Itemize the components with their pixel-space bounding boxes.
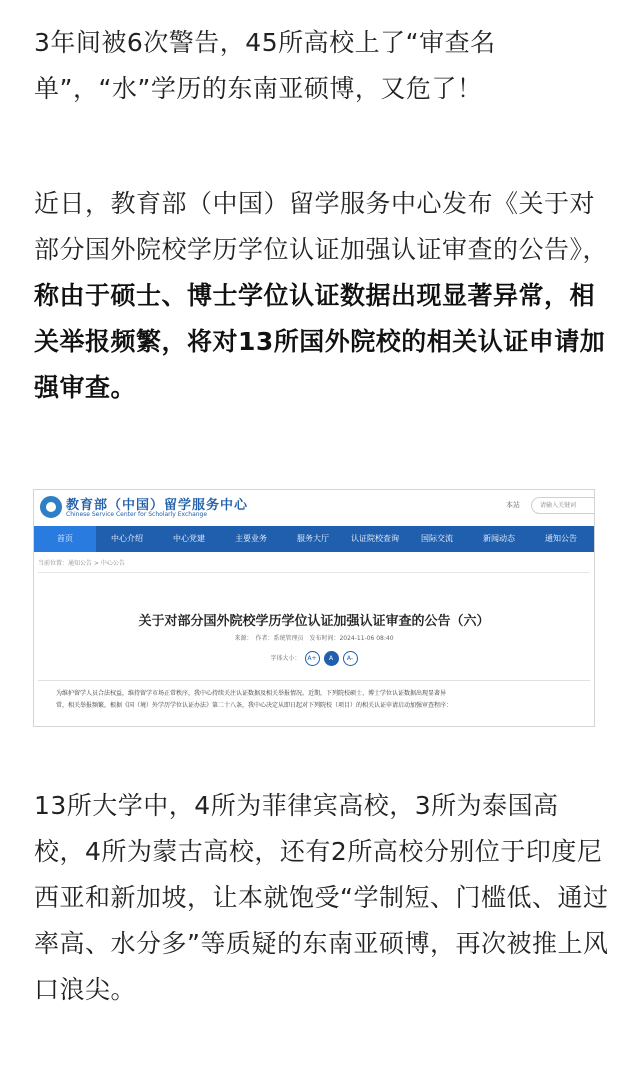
headline-text: 3年间被6次警告，45所高校上了“审查名单”，“水”学历的东南亚硕博，又危了！	[34, 28, 496, 103]
notice-body	[56, 688, 578, 712]
nav-item-party: 中心党建	[173, 534, 205, 543]
nav-item-international: 国际交流	[421, 534, 453, 543]
breadcrumb: 当前位置：通知公告 > 中心公告	[38, 560, 125, 567]
divider	[38, 680, 590, 681]
announcement-bold-text: 称由于硕士、博士学位认证数据出现显著异常，相关举报频繁，将对13所国外院校的相关认证申请加强审查。	[34, 281, 606, 402]
nav-item-news: 新闻动态	[483, 534, 515, 543]
font-normal-button: A	[324, 651, 339, 666]
divider	[38, 572, 590, 573]
site-logo-cn: 教育部（中国）留学服务中心	[66, 498, 249, 513]
notice-body-line: 常，相关举报频繁，根据《国（境）外学历学位认证办法》第二十八条，我中心决定从即日起对下列院校（项目）的相关认证申请启动加强审查程序：	[56, 702, 453, 709]
font-larger-button: A+	[305, 651, 320, 666]
site-logo-en: Chinese Service Center for Scholarly Exchange	[66, 511, 208, 518]
article-paragraph-headline	[34, 20, 609, 112]
nav-item-home: 首页	[34, 526, 96, 552]
nav-item-notices: 通知公告	[545, 534, 577, 543]
nav-item-query: 认证院校查询	[351, 534, 399, 543]
notice-title: 关于对部分国外院校学历学位认证加强认证审查的公告（六）	[138, 614, 490, 629]
site-header	[34, 490, 594, 526]
font-smaller-button: A-	[343, 651, 358, 666]
nav-item-about: 中心介绍	[111, 534, 143, 543]
nav-item-service: 服务大厅	[297, 534, 329, 543]
embedded-website-screenshot	[33, 489, 595, 727]
search-placeholder: 请输入关键词	[540, 502, 577, 509]
notice-body-line: 为维护留学人员合法权益，维持留学市场正常秩序，我中心持续关注认证数据及相关举报情况。近期，下列院校硕士、博士学位认证数据出现显著异	[56, 690, 447, 697]
font-size-control	[34, 651, 594, 666]
announcement-text: 近日，教育部（中国）留学服务中心发布《关于对部分国外院校学历学位认证加强认证审查的公告》，	[34, 189, 609, 264]
notice-meta: 来源： 作者：系统管理员 发布时间：2024-11-06 08:40	[234, 635, 394, 642]
article-paragraph-announcement	[34, 181, 609, 411]
font-size-label: 字体大小：	[270, 655, 301, 662]
site-search-input	[531, 497, 595, 514]
article-paragraph-universities	[34, 783, 609, 1013]
nav-item-business: 主要业务	[235, 534, 267, 543]
universities-text: 13所大学中，4所为菲律宾高校，3所为泰国高校，4所为蒙古高校，还有2所高校分别位于印度尼西亚和新加坡，让本就饱受“学制短、门槛低、通过率高、水分多”等质疑的东南亚硕博，再次被推上风口浪尖。	[34, 791, 609, 1004]
site-navbar	[34, 526, 594, 552]
site-scope-select: 本站	[506, 501, 520, 509]
cscse-logo-icon	[40, 496, 62, 518]
